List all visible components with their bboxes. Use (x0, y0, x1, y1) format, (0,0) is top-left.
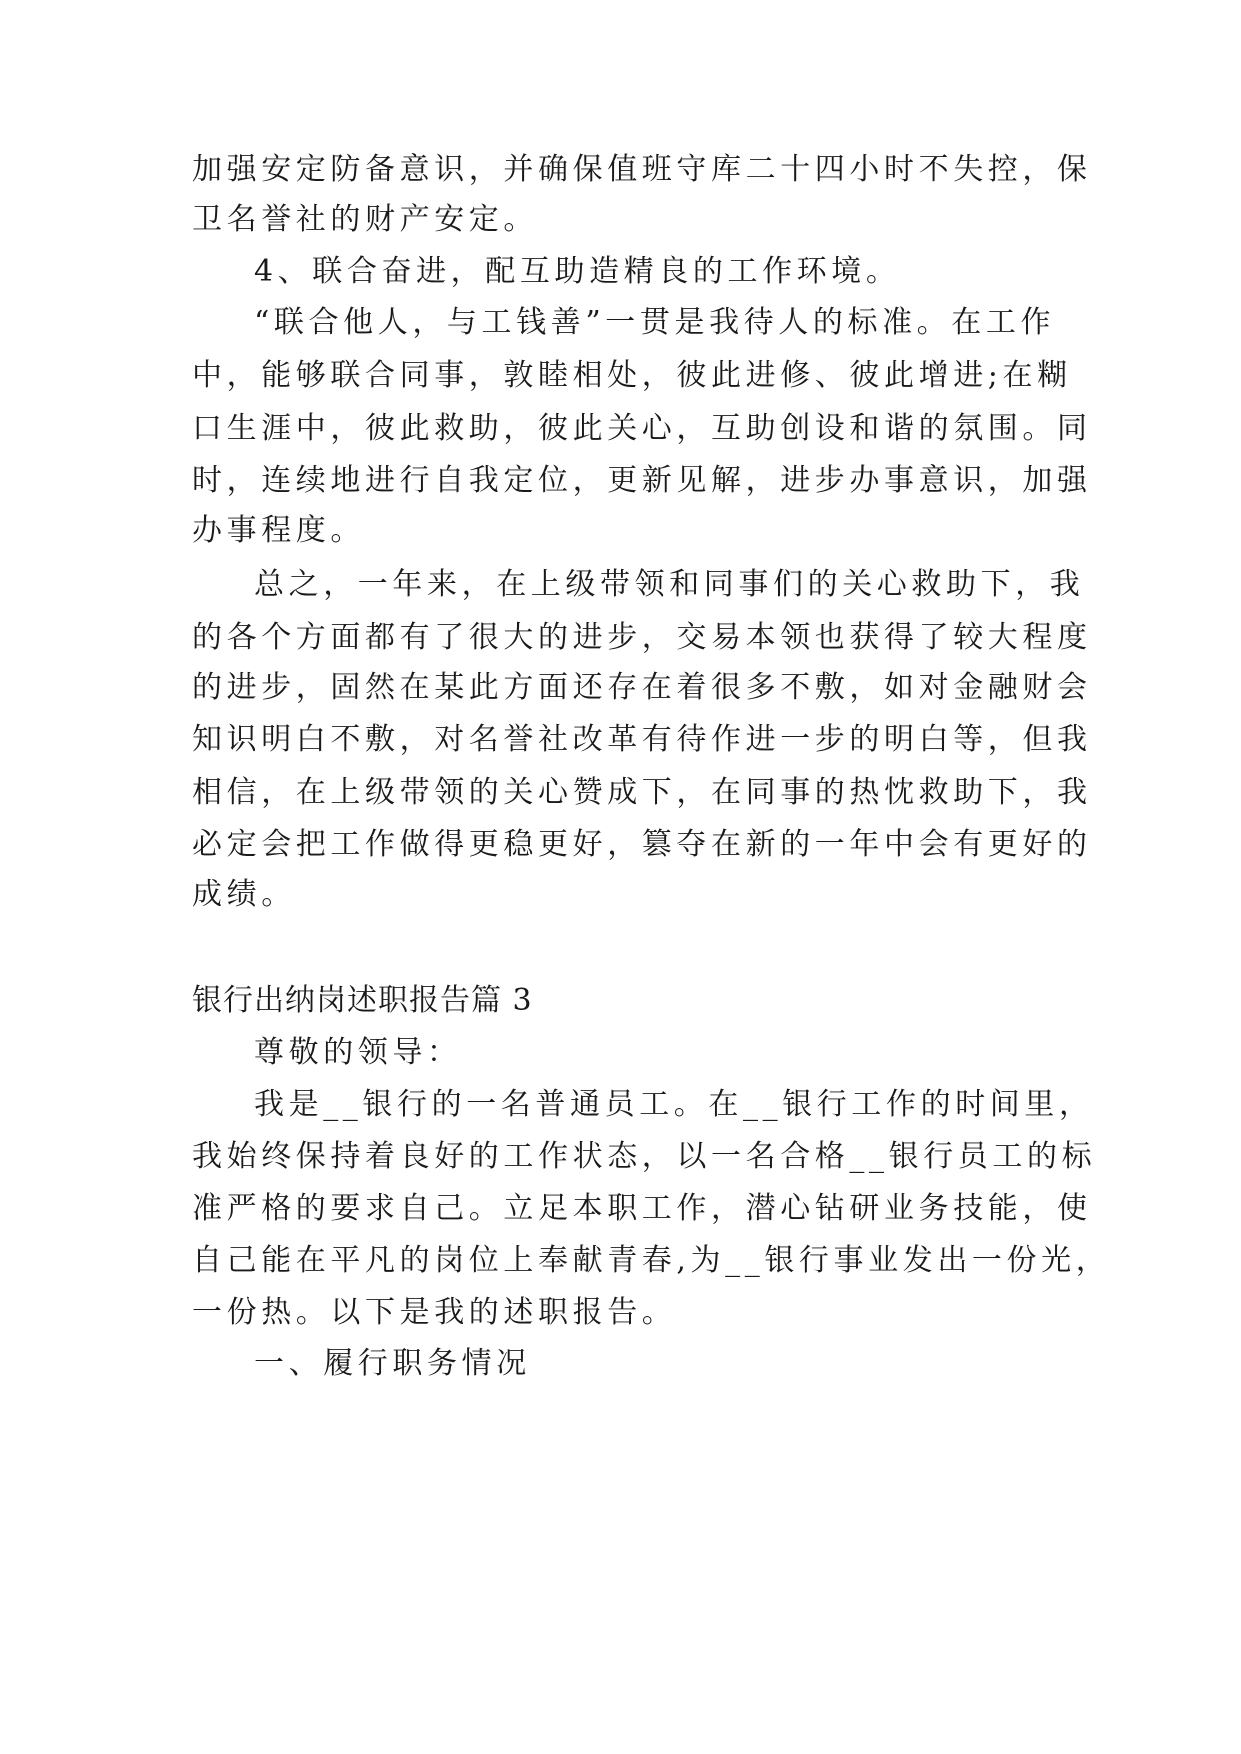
text-line: 加强安定防备意识，并确保值班守库二十四小时不失控，保 (192, 152, 1092, 187)
text-line: 4、联合奋进，配互助造精良的工作环境。 (254, 254, 901, 289)
text-line: 总之，一年来，在上级带领和同事们的关心救助下，我 (254, 567, 1085, 602)
text-line: 准严格的要求自己。立足本职工作，潜心钻研业务技能，使 (192, 1191, 1092, 1226)
text-line: “联合他人，与工钱善”一贯是我待人的标准。在工作 (254, 305, 1056, 340)
text-line: 办事程度。 (192, 513, 365, 548)
text-line: 自己能在平凡的岗位上奉献青春,为__银行事业发出一份光， (192, 1243, 1111, 1278)
text-line: 的各个方面都有了很大的进步，交易本领也获得了较大程度 (192, 620, 1092, 655)
text-line: 尊敬的领导： (254, 1035, 462, 1070)
text-line: 一份热。以下是我的述职报告。 (192, 1295, 677, 1330)
section-title: 银行出纳岗述职报告篇 3 (192, 983, 533, 1018)
text-line: 中，能够联合同事，敦睦相处，彼此进修、彼此增进;在糊 (192, 358, 1072, 393)
text-line: 成绩。 (192, 877, 296, 912)
text-line: 我是__银行的一名普通员工。在__银行工作的时间里， (254, 1087, 1094, 1122)
text-line: 知识明白不敷，对名誉社改革有待作进一步的明白等，但我 (192, 722, 1092, 757)
text-line: 卫名誉社的财产安定。 (192, 202, 538, 237)
text-line: 必定会把工作做得更稳更好，篡夺在新的一年中会有更好的 (192, 827, 1092, 862)
text-line: 我始终保持着良好的工作状态，以一名合格__银行员工的标 (192, 1139, 1097, 1174)
text-line: 相信，在上级带领的关心赞成下，在同事的热忱救助下，我 (192, 775, 1092, 810)
text-line: 时，连续地进行自我定位，更新见解，进步办事意识，加强 (192, 463, 1092, 498)
text-line: 一、履行职务情况 (254, 1346, 531, 1381)
text-line: 口生涯中，彼此救助，彼此关心，互助创设和谐的氛围。同 (192, 411, 1092, 446)
text-line: 的进步，固然在某此方面还存在着很多不敷，如对金融财会 (192, 670, 1092, 705)
